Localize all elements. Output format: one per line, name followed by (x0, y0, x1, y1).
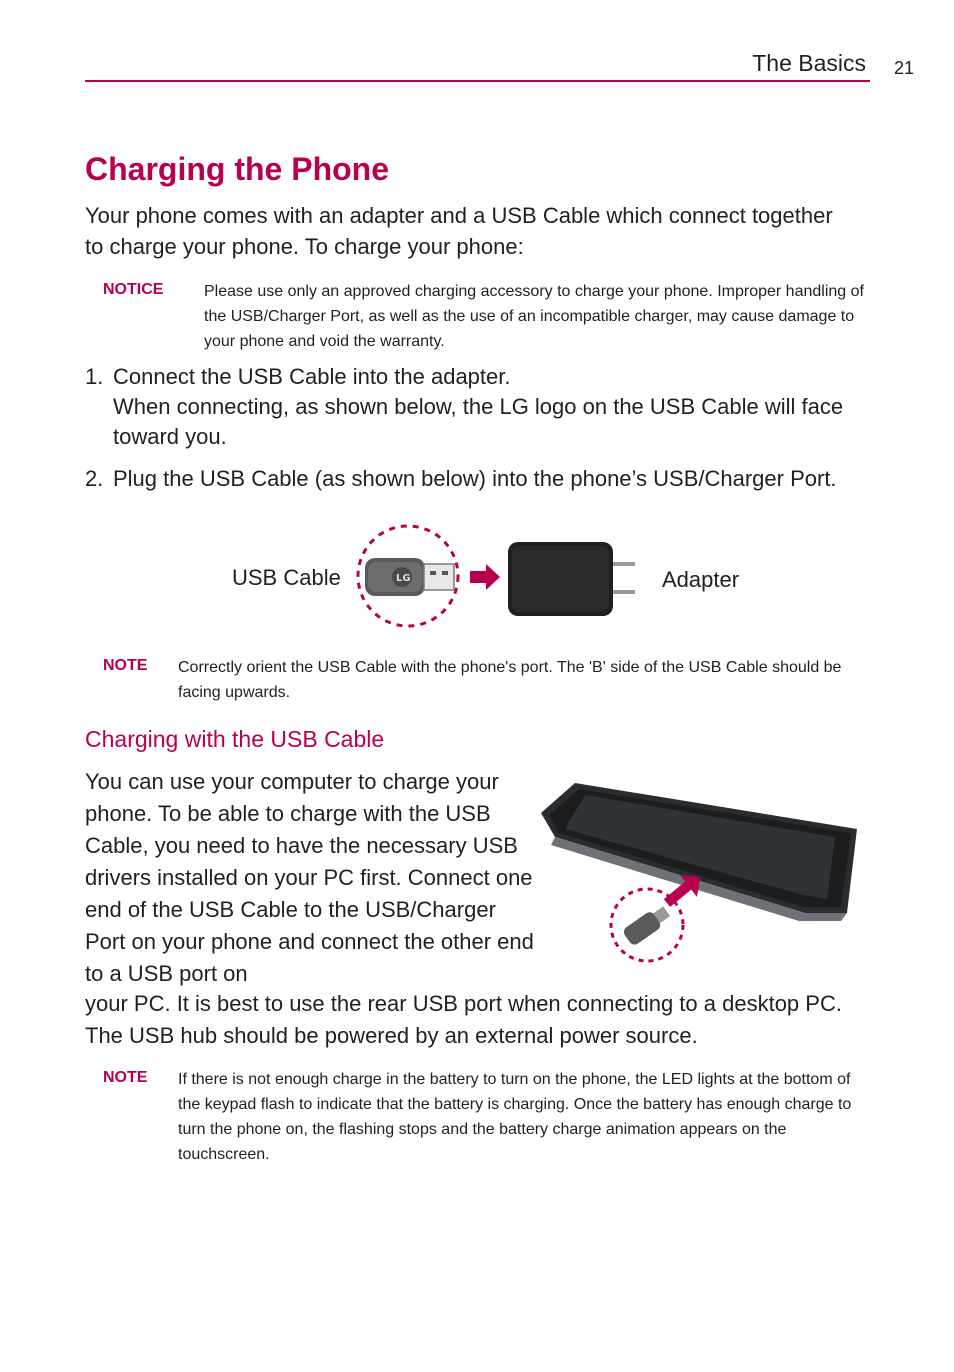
step-1-detail: When connecting, as shown below, the LG logo on the USB Cable will face toward you. (113, 394, 844, 449)
step-1 (113, 362, 858, 452)
step-number: 1. (85, 364, 104, 389)
notice-text: Please use only an approved charging accessory to charge your phone. Improper handling of the USB/Charger Port, as well as the use of an incompatible charger, may cause damage to your phone and void the warranty. (204, 283, 864, 350)
intro-paragraph: Your phone comes with an adapter and a USB Cable which connect together to charge your phone. To charge your phone: (85, 203, 833, 259)
step-number: 2. (85, 466, 104, 491)
lg-logo-text: LG (396, 573, 411, 584)
phone-icon (541, 783, 857, 921)
phone-usb-illustration (535, 775, 865, 970)
page-title: Charging the Phone (85, 151, 389, 187)
adapter-icon (508, 542, 635, 616)
page-number: 21 (894, 58, 915, 78)
note-label: NOTE (103, 657, 148, 674)
usb-charging-paragraph-continued: your PC. It is best to use the rear USB port when connecting to a desktop PC. The USB hub should be powered by an external power source. (85, 991, 842, 1048)
step-2-text: Plug the USB Cable (as shown below) into the phone’s USB/Charger Port. (113, 466, 837, 491)
note-text: If there is not enough charge in the battery to turn on the phone, the LED lights at the bottom of the keypad flash to indicate that the battery is charging. Once the battery has enough charge to turn the phone on, the flashing stops and the battery charge animation appears on the touchscreen. (178, 1071, 852, 1163)
micro-usb-plug-icon (622, 903, 673, 947)
subsection-title: Charging with the USB Cable (85, 726, 385, 752)
notice-label: NOTICE (103, 281, 164, 298)
usb-cable-label: USB Cable (232, 565, 341, 590)
step-1-text: Connect the USB Cable into the adapter. (113, 364, 511, 389)
usb-adapter-diagram (350, 522, 650, 632)
usb-charging-paragraph: You can use your computer to charge your phone. To be able to charge with the USB Cable, you need to have the necessary USB drivers installed on your PC first. Connect one end of the USB Cable to the USB/Charger Port on your phone and connect the other end to a USB port on (85, 769, 534, 986)
arrow-right-icon (470, 564, 500, 590)
header-divider (85, 80, 870, 82)
usb-cable-plug-icon (365, 558, 454, 596)
adapter-label: Adapter (662, 567, 740, 592)
section-title: The Basics (752, 50, 866, 76)
note-text: Correctly orient the USB Cable with the phone's port. The 'B' side of the USB Cable should be facing upwards. (178, 659, 842, 701)
note-label: NOTE (103, 1069, 148, 1086)
